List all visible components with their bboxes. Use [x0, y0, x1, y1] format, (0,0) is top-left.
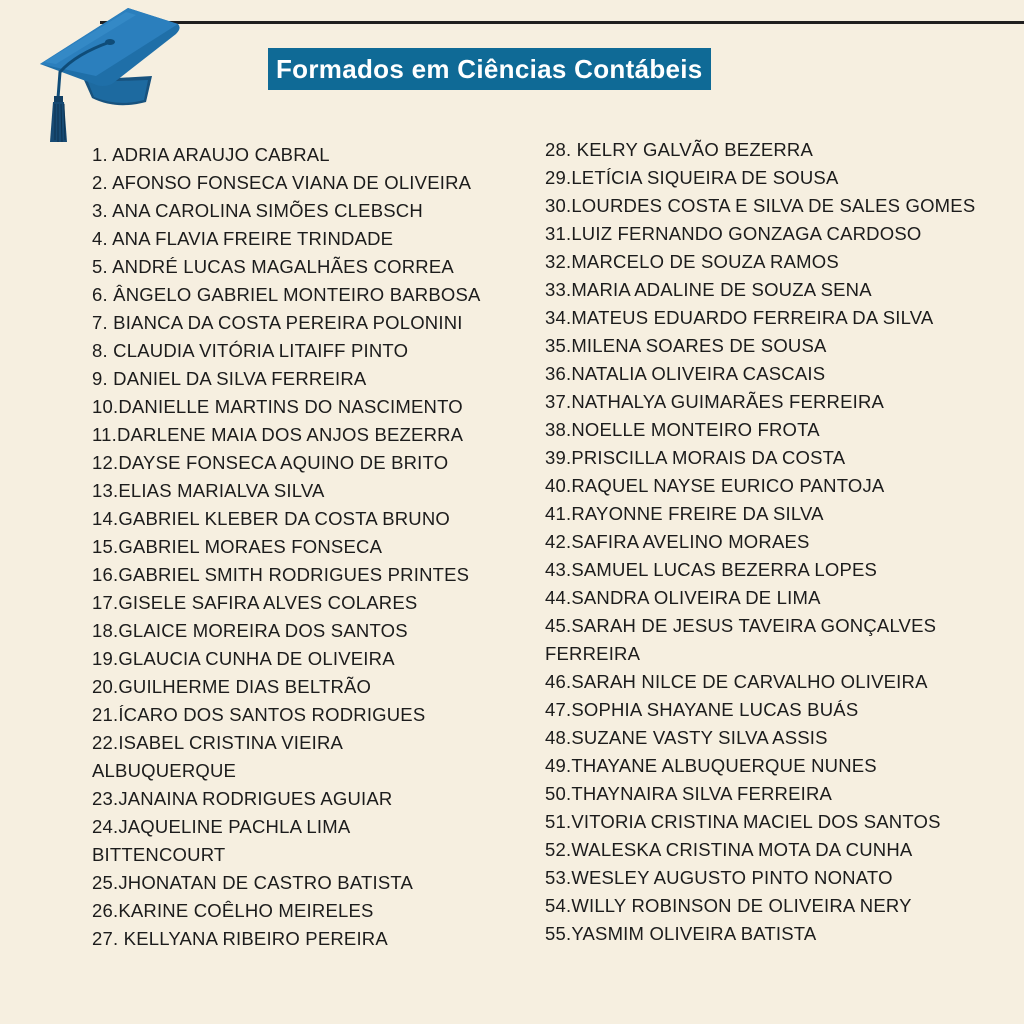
graduate-list-item: 31.LUIZ FERNANDO GONZAGA CARDOSO	[545, 223, 922, 244]
graduate-list-item: 47.SOPHIA SHAYANE LUCAS BUÁS	[545, 699, 859, 720]
graduate-list-item: 48.SUZANE VASTY SILVA ASSIS	[545, 727, 828, 748]
graduate-list-item: 53.WESLEY AUGUSTO PINTO NONATO	[545, 867, 893, 888]
graduate-list-item: 22.ISABEL CRISTINA VIEIRA	[92, 732, 344, 753]
graduates-list-left	[92, 141, 532, 953]
graduate-list-item: 38.NOELLE MONTEIRO FROTA	[545, 419, 820, 440]
graduate-list-item: 33.MARIA ADALINE DE SOUZA SENA	[545, 279, 872, 300]
graduate-list-item: 2. AFONSO FONSECA VIANA DE OLIVEIRA	[92, 172, 472, 193]
graduates-list-right	[545, 136, 1015, 948]
graduate-list-item: FERREIRA	[545, 643, 641, 664]
graduate-list-item: 42.SAFIRA AVELINO MORAES	[545, 531, 810, 552]
graduate-list-item: 30.LOURDES COSTA E SILVA DE SALES GOMES	[545, 195, 976, 216]
graduate-list-item: 40.RAQUEL NAYSE EURICO PANTOJA	[545, 475, 885, 496]
graduate-list-item: 16.GABRIEL SMITH RODRIGUES PRINTES	[92, 564, 470, 585]
graduate-list-item: 5. ANDRÉ LUCAS MAGALHÃES CORREA	[92, 256, 454, 277]
graduate-list-item: 45.SARAH DE JESUS TAVEIRA GONÇALVES	[545, 615, 937, 636]
top-divider	[100, 21, 1024, 24]
graduate-list-item: 4. ANA FLAVIA FREIRE TRINDADE	[92, 228, 394, 249]
graduate-list-item: 14.GABRIEL KLEBER DA COSTA BRUNO	[92, 508, 451, 529]
graduate-list-item: 18.GLAICE MOREIRA DOS SANTOS	[92, 620, 408, 641]
graduate-list-item: 25.JHONATAN DE CASTRO BATISTA	[92, 872, 414, 893]
graduate-list-item: 7. BIANCA DA COSTA PEREIRA POLONINI	[92, 312, 463, 333]
graduate-list-item: 6. ÂNGELO GABRIEL MONTEIRO BARBOSA	[92, 284, 481, 305]
graduate-list-item: 49.THAYANE ALBUQUERQUE NUNES	[545, 755, 877, 776]
graduate-list-item: 10.DANIELLE MARTINS DO NASCIMENTO	[92, 396, 463, 417]
graduate-list-item: 23.JANAINA RODRIGUES AGUIAR	[92, 788, 393, 809]
graduate-list-item: 52.WALESKA CRISTINA MOTA DA CUNHA	[545, 839, 913, 860]
graduate-list-item: 37.NATHALYA GUIMARÃES FERREIRA	[545, 391, 885, 412]
graduate-list-item: 28. KELRY GALVÃO BEZERRA	[545, 139, 814, 160]
graduate-list-item: 13.ELIAS MARIALVA SILVA	[92, 480, 325, 501]
graduate-list-item: 1. ADRIA ARAUJO CABRAL	[92, 144, 330, 165]
graduate-list-item: 41.RAYONNE FREIRE DA SILVA	[545, 503, 824, 524]
graduate-list-item: 12.DAYSE FONSECA AQUINO DE BRITO	[92, 452, 449, 473]
graduate-list-item: 15.GABRIEL MORAES FONSECA	[92, 536, 383, 557]
graduate-list-item: ALBUQUERQUE	[92, 760, 237, 781]
graduate-list-item: 50.THAYNAIRA SILVA FERREIRA	[545, 783, 833, 804]
graduate-list-item: 36.NATALIA OLIVEIRA CASCAIS	[545, 363, 826, 384]
graduate-list-item: 34.MATEUS EDUARDO FERREIRA DA SILVA	[545, 307, 934, 328]
graduate-list-item: 32.MARCELO DE SOUZA RAMOS	[545, 251, 839, 272]
graduate-list-item: BITTENCOURT	[92, 844, 226, 865]
graduate-list-item: 44.SANDRA OLIVEIRA DE LIMA	[545, 587, 821, 608]
graduate-list-item: 29.LETÍCIA SIQUEIRA DE SOUSA	[545, 167, 839, 188]
graduate-list-item: 21.ÍCARO DOS SANTOS RODRIGUES	[92, 704, 426, 725]
graduate-list-item: 51.VITORIA CRISTINA MACIEL DOS SANTOS	[545, 811, 941, 832]
graduate-list-item: 43.SAMUEL LUCAS BEZERRA LOPES	[545, 559, 878, 580]
graduate-list-item: 11.DARLENE MAIA DOS ANJOS BEZERRA	[92, 424, 464, 445]
graduate-list-item: 54.WILLY ROBINSON DE OLIVEIRA NERY	[545, 895, 912, 916]
graduate-list-item: 17.GISELE SAFIRA ALVES COLARES	[92, 592, 418, 613]
graduate-list-item: 26.KARINE COÊLHO MEIRELES	[92, 900, 374, 921]
graduate-list-item: 20.GUILHERME DIAS BELTRÃO	[92, 676, 372, 697]
graduate-list-item: 19.GLAUCIA CUNHA DE OLIVEIRA	[92, 648, 395, 669]
graduate-list-item: 3. ANA CAROLINA SIMÕES CLEBSCH	[92, 200, 423, 221]
graduate-list-item: 8. CLAUDIA VITÓRIA LITAIFF PINTO	[92, 340, 409, 361]
graduate-list-item: 24.JAQUELINE PACHLA LIMA	[92, 816, 351, 837]
graduate-list-item: 39.PRISCILLA MORAIS DA COSTA	[545, 447, 846, 468]
graduate-list-item: 9. DANIEL DA SILVA FERREIRA	[92, 368, 367, 389]
graduate-list-item: 35.MILENA SOARES DE SOUSA	[545, 335, 827, 356]
graduate-list-item: 55.YASMIM OLIVEIRA BATISTA	[545, 923, 817, 944]
graduate-list-item: 46.SARAH NILCE DE CARVALHO OLIVEIRA	[545, 671, 928, 692]
page-title: Formados em Ciências Contábeis	[276, 53, 703, 84]
graduation-cap-icon	[36, 2, 186, 152]
graduate-list-item: 27. KELLYANA RIBEIRO PEREIRA	[92, 928, 388, 949]
title-banner	[268, 48, 711, 90]
